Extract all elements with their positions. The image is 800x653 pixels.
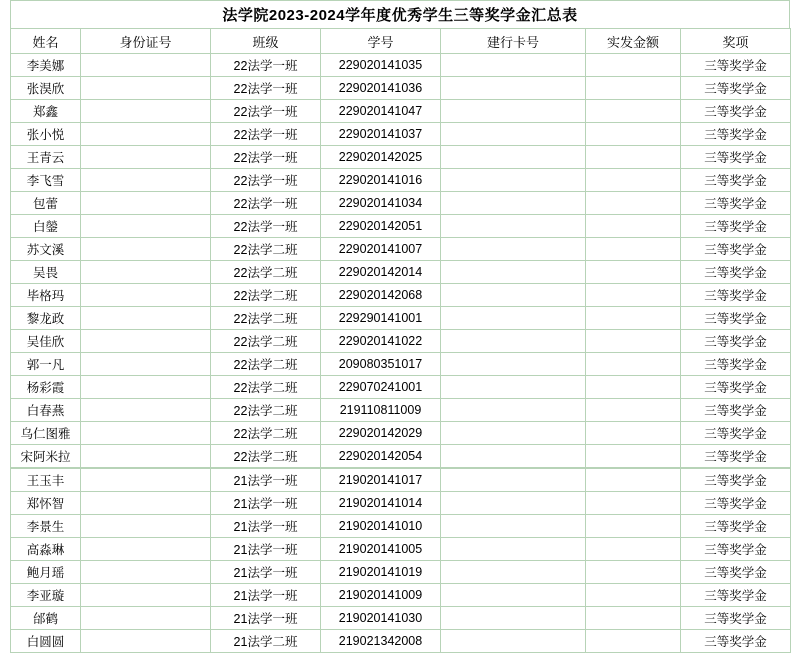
cell-bankcard[interactable] (441, 630, 586, 653)
cell-award[interactable]: 三等奖学金 (681, 399, 791, 422)
cell-name[interactable]: 李景生 (11, 515, 81, 538)
cell-amount[interactable] (586, 561, 681, 584)
cell-class[interactable]: 22法学一班 (211, 169, 321, 192)
cell-name[interactable]: 白春燕 (11, 399, 81, 422)
cell-studentid[interactable]: 219020141017 (321, 468, 441, 492)
cell-amount[interactable] (586, 77, 681, 100)
cell-class[interactable]: 21法学二班 (211, 630, 321, 653)
cell-bankcard[interactable] (441, 238, 586, 261)
cell-amount[interactable] (586, 353, 681, 376)
cell-class[interactable]: 22法学二班 (211, 353, 321, 376)
cell-award[interactable]: 三等奖学金 (681, 584, 791, 607)
cell-award[interactable]: 三等奖学金 (681, 123, 791, 146)
cell-name[interactable]: 张淏欣 (11, 77, 81, 100)
cell-idnumber[interactable] (81, 169, 211, 192)
cell-name[interactable]: 黎龙政 (11, 307, 81, 330)
cell-idnumber[interactable] (81, 630, 211, 653)
cell-award[interactable]: 三等奖学金 (681, 561, 791, 584)
cell-idnumber[interactable] (81, 146, 211, 169)
cell-name[interactable]: 张小悦 (11, 123, 81, 146)
cell-class[interactable]: 21法学一班 (211, 492, 321, 515)
cell-bankcard[interactable] (441, 561, 586, 584)
cell-studentid[interactable]: 219020141009 (321, 584, 441, 607)
cell-studentid[interactable]: 219020141030 (321, 607, 441, 630)
cell-amount[interactable] (586, 100, 681, 123)
cell-bankcard[interactable] (441, 100, 586, 123)
cell-bankcard[interactable] (441, 169, 586, 192)
cell-class[interactable]: 22法学二班 (211, 307, 321, 330)
cell-amount[interactable] (586, 330, 681, 353)
table-row[interactable] (11, 123, 791, 146)
cell-award[interactable]: 三等奖学金 (681, 468, 791, 492)
cell-award[interactable]: 三等奖学金 (681, 284, 791, 307)
cell-class[interactable]: 21法学一班 (211, 468, 321, 492)
cell-award[interactable]: 三等奖学金 (681, 538, 791, 561)
cell-idnumber[interactable] (81, 445, 211, 469)
cell-award[interactable]: 三等奖学金 (681, 630, 791, 653)
cell-award[interactable]: 三等奖学金 (681, 54, 791, 77)
cell-idnumber[interactable] (81, 376, 211, 399)
cell-idnumber[interactable] (81, 538, 211, 561)
cell-idnumber[interactable] (81, 100, 211, 123)
cell-name[interactable]: 苏文溪 (11, 238, 81, 261)
cell-class[interactable]: 22法学二班 (211, 422, 321, 445)
cell-name[interactable]: 吴畏 (11, 261, 81, 284)
cell-studentid[interactable]: 219020141010 (321, 515, 441, 538)
cell-bankcard[interactable] (441, 54, 586, 77)
cell-amount[interactable] (586, 515, 681, 538)
cell-name[interactable]: 李飞雪 (11, 169, 81, 192)
table-row[interactable] (11, 492, 791, 515)
cell-amount[interactable] (586, 238, 681, 261)
cell-class[interactable]: 22法学二班 (211, 399, 321, 422)
column-header-studentid: 学号 (321, 29, 441, 54)
cell-amount[interactable] (586, 422, 681, 445)
cell-award[interactable]: 三等奖学金 (681, 307, 791, 330)
cell-amount[interactable] (586, 538, 681, 561)
cell-name[interactable]: 吴佳欣 (11, 330, 81, 353)
cell-bankcard[interactable] (441, 284, 586, 307)
cell-idnumber[interactable] (81, 77, 211, 100)
cell-award[interactable]: 三等奖学金 (681, 353, 791, 376)
cell-idnumber[interactable] (81, 399, 211, 422)
cell-bankcard[interactable] (441, 146, 586, 169)
cell-bankcard[interactable] (441, 307, 586, 330)
cell-studentid[interactable]: 229020141037 (321, 123, 441, 146)
cell-class[interactable]: 21法学一班 (211, 584, 321, 607)
table-row[interactable] (11, 261, 791, 284)
table-row[interactable] (11, 100, 791, 123)
cell-studentid[interactable]: 229290141001 (321, 307, 441, 330)
table-row[interactable] (11, 169, 791, 192)
table-row[interactable] (11, 607, 791, 630)
cell-bankcard[interactable] (441, 468, 586, 492)
cell-award[interactable]: 三等奖学金 (681, 607, 791, 630)
cell-idnumber[interactable] (81, 561, 211, 584)
cell-amount[interactable] (586, 492, 681, 515)
cell-studentid[interactable]: 229020141035 (321, 54, 441, 77)
cell-studentid[interactable]: 229020141007 (321, 238, 441, 261)
cell-idnumber[interactable] (81, 54, 211, 77)
cell-name[interactable]: 邰鹤 (11, 607, 81, 630)
table-row[interactable] (11, 422, 791, 445)
table-header-row (11, 29, 791, 54)
cell-studentid[interactable]: 229070241001 (321, 376, 441, 399)
cell-idnumber[interactable] (81, 284, 211, 307)
table-row[interactable] (11, 630, 791, 653)
cell-studentid[interactable]: 209080351017 (321, 353, 441, 376)
cell-class[interactable]: 22法学一班 (211, 192, 321, 215)
cell-class[interactable]: 22法学一班 (211, 123, 321, 146)
cell-bankcard[interactable] (441, 330, 586, 353)
page-title: 法学院2023-2024学年度优秀学生三等奖学金汇总表 (222, 7, 578, 24)
table-row[interactable] (11, 330, 791, 353)
cell-award[interactable]: 三等奖学金 (681, 169, 791, 192)
cell-studentid[interactable]: 219021342008 (321, 630, 441, 653)
cell-studentid[interactable]: 219020141005 (321, 538, 441, 561)
cell-name[interactable]: 王玉丰 (11, 468, 81, 492)
table-row[interactable] (11, 584, 791, 607)
table-row[interactable] (11, 238, 791, 261)
cell-bankcard[interactable] (441, 538, 586, 561)
cell-award[interactable]: 三等奖学金 (681, 376, 791, 399)
cell-studentid[interactable]: 229020142051 (321, 215, 441, 238)
cell-award[interactable]: 三等奖学金 (681, 215, 791, 238)
cell-award[interactable]: 三等奖学金 (681, 100, 791, 123)
cell-idnumber[interactable] (81, 307, 211, 330)
cell-studentid[interactable]: 229020141034 (321, 192, 441, 215)
cell-bankcard[interactable] (441, 445, 586, 469)
cell-award[interactable]: 三等奖学金 (681, 492, 791, 515)
cell-amount[interactable] (586, 607, 681, 630)
cell-name[interactable]: 郑怀智 (11, 492, 81, 515)
cell-name[interactable]: 包蕾 (11, 192, 81, 215)
table-row[interactable] (11, 538, 791, 561)
cell-award[interactable]: 三等奖学金 (681, 261, 791, 284)
table-row[interactable] (11, 215, 791, 238)
cell-bankcard[interactable] (441, 399, 586, 422)
cell-idnumber[interactable] (81, 422, 211, 445)
cell-name[interactable]: 乌仁图雅 (11, 422, 81, 445)
cell-idnumber[interactable] (81, 492, 211, 515)
cell-amount[interactable] (586, 123, 681, 146)
cell-bankcard[interactable] (441, 584, 586, 607)
cell-award[interactable]: 三等奖学金 (681, 77, 791, 100)
column-header-idnumber: 身份证号 (81, 29, 211, 54)
table-row[interactable] (11, 284, 791, 307)
cell-amount[interactable] (586, 284, 681, 307)
cell-idnumber[interactable] (81, 192, 211, 215)
cell-name[interactable]: 郭一凡 (11, 353, 81, 376)
table-row[interactable] (11, 54, 791, 77)
cell-bankcard[interactable] (441, 261, 586, 284)
cell-bankcard[interactable] (441, 215, 586, 238)
cell-name[interactable]: 李亚璇 (11, 584, 81, 607)
cell-class[interactable]: 22法学二班 (211, 330, 321, 353)
cell-class[interactable]: 22法学一班 (211, 54, 321, 77)
cell-studentid[interactable]: 229020142014 (321, 261, 441, 284)
cell-award[interactable]: 三等奖学金 (681, 330, 791, 353)
cell-amount[interactable] (586, 261, 681, 284)
cell-studentid[interactable]: 219110811009 (321, 399, 441, 422)
cell-award[interactable]: 三等奖学金 (681, 146, 791, 169)
table-row[interactable] (11, 77, 791, 100)
cell-class[interactable]: 21法学一班 (211, 538, 321, 561)
cell-studentid[interactable]: 219020141019 (321, 561, 441, 584)
cell-bankcard[interactable] (441, 607, 586, 630)
cell-bankcard[interactable] (441, 515, 586, 538)
cell-name[interactable]: 宋阿米拉 (11, 445, 81, 469)
table-row[interactable] (11, 307, 791, 330)
cell-amount[interactable] (586, 399, 681, 422)
cell-class[interactable]: 22法学一班 (211, 77, 321, 100)
cell-idnumber[interactable] (81, 330, 211, 353)
cell-studentid[interactable]: 229020141016 (321, 169, 441, 192)
table-row[interactable] (11, 192, 791, 215)
cell-idnumber[interactable] (81, 215, 211, 238)
cell-idnumber[interactable] (81, 607, 211, 630)
cell-amount[interactable] (586, 54, 681, 77)
scholarship-table (10, 28, 791, 653)
cell-class[interactable]: 21法学一班 (211, 561, 321, 584)
column-header-class: 班级 (211, 29, 321, 54)
cell-award[interactable]: 三等奖学金 (681, 192, 791, 215)
cell-studentid[interactable]: 229020141036 (321, 77, 441, 100)
cell-amount[interactable] (586, 192, 681, 215)
cell-bankcard[interactable] (441, 123, 586, 146)
cell-name[interactable]: 郑鑫 (11, 100, 81, 123)
cell-class[interactable]: 22法学二班 (211, 261, 321, 284)
cell-name[interactable]: 白圆圆 (11, 630, 81, 653)
cell-idnumber[interactable] (81, 353, 211, 376)
table-row[interactable] (11, 468, 791, 492)
cell-idnumber[interactable] (81, 468, 211, 492)
column-header-amount: 实发金额 (586, 29, 681, 54)
table-row[interactable] (11, 353, 791, 376)
cell-award[interactable]: 三等奖学金 (681, 422, 791, 445)
table-row[interactable] (11, 376, 791, 399)
cell-name[interactable]: 鲍月瑶 (11, 561, 81, 584)
cell-class[interactable]: 22法学二班 (211, 376, 321, 399)
cell-amount[interactable] (586, 146, 681, 169)
cell-idnumber[interactable] (81, 238, 211, 261)
table-row[interactable] (11, 561, 791, 584)
cell-idnumber[interactable] (81, 515, 211, 538)
cell-amount[interactable] (586, 307, 681, 330)
column-header-award: 奖项 (681, 29, 791, 54)
cell-name[interactable]: 李美娜 (11, 54, 81, 77)
table-row[interactable] (11, 515, 791, 538)
column-header-name: 姓名 (11, 29, 81, 54)
cell-award[interactable]: 三等奖学金 (681, 445, 791, 469)
cell-bankcard[interactable] (441, 353, 586, 376)
cell-class[interactable]: 22法学二班 (211, 445, 321, 469)
table-row[interactable] (11, 445, 791, 469)
cell-idnumber[interactable] (81, 123, 211, 146)
cell-class[interactable]: 22法学二班 (211, 284, 321, 307)
document-title-row (10, 0, 790, 28)
cell-class[interactable]: 22法学一班 (211, 100, 321, 123)
cell-studentid[interactable]: 229020142025 (321, 146, 441, 169)
cell-amount[interactable] (586, 468, 681, 492)
cell-class[interactable]: 22法学一班 (211, 146, 321, 169)
cell-studentid[interactable]: 229020142068 (321, 284, 441, 307)
cell-name[interactable]: 毕格玛 (11, 284, 81, 307)
cell-award[interactable]: 三等奖学金 (681, 238, 791, 261)
cell-bankcard[interactable] (441, 422, 586, 445)
cell-studentid[interactable]: 229020141022 (321, 330, 441, 353)
cell-class[interactable]: 21法学一班 (211, 607, 321, 630)
cell-idnumber[interactable] (81, 584, 211, 607)
cell-class[interactable]: 22法学一班 (211, 215, 321, 238)
cell-studentid[interactable]: 219020141014 (321, 492, 441, 515)
cell-class[interactable]: 21法学一班 (211, 515, 321, 538)
cell-amount[interactable] (586, 376, 681, 399)
cell-class[interactable]: 22法学二班 (211, 238, 321, 261)
cell-studentid[interactable]: 229020141047 (321, 100, 441, 123)
cell-award[interactable]: 三等奖学金 (681, 515, 791, 538)
table-row[interactable] (11, 146, 791, 169)
cell-studentid[interactable]: 229020142029 (321, 422, 441, 445)
cell-idnumber[interactable] (81, 261, 211, 284)
cell-studentid[interactable]: 229020142054 (321, 445, 441, 469)
table-row[interactable] (11, 399, 791, 422)
cell-amount[interactable] (586, 169, 681, 192)
cell-amount[interactable] (586, 215, 681, 238)
cell-amount[interactable] (586, 630, 681, 653)
cell-name[interactable]: 高淼琳 (11, 538, 81, 561)
cell-bankcard[interactable] (441, 192, 586, 215)
cell-name[interactable]: 白鎣 (11, 215, 81, 238)
cell-name[interactable]: 王青云 (11, 146, 81, 169)
column-header-bankcard: 建行卡号 (441, 29, 586, 54)
cell-name[interactable]: 杨彩霞 (11, 376, 81, 399)
cell-amount[interactable] (586, 584, 681, 607)
cell-bankcard[interactable] (441, 77, 586, 100)
cell-bankcard[interactable] (441, 376, 586, 399)
table-body (11, 54, 791, 653)
cell-bankcard[interactable] (441, 492, 586, 515)
cell-amount[interactable] (586, 445, 681, 469)
